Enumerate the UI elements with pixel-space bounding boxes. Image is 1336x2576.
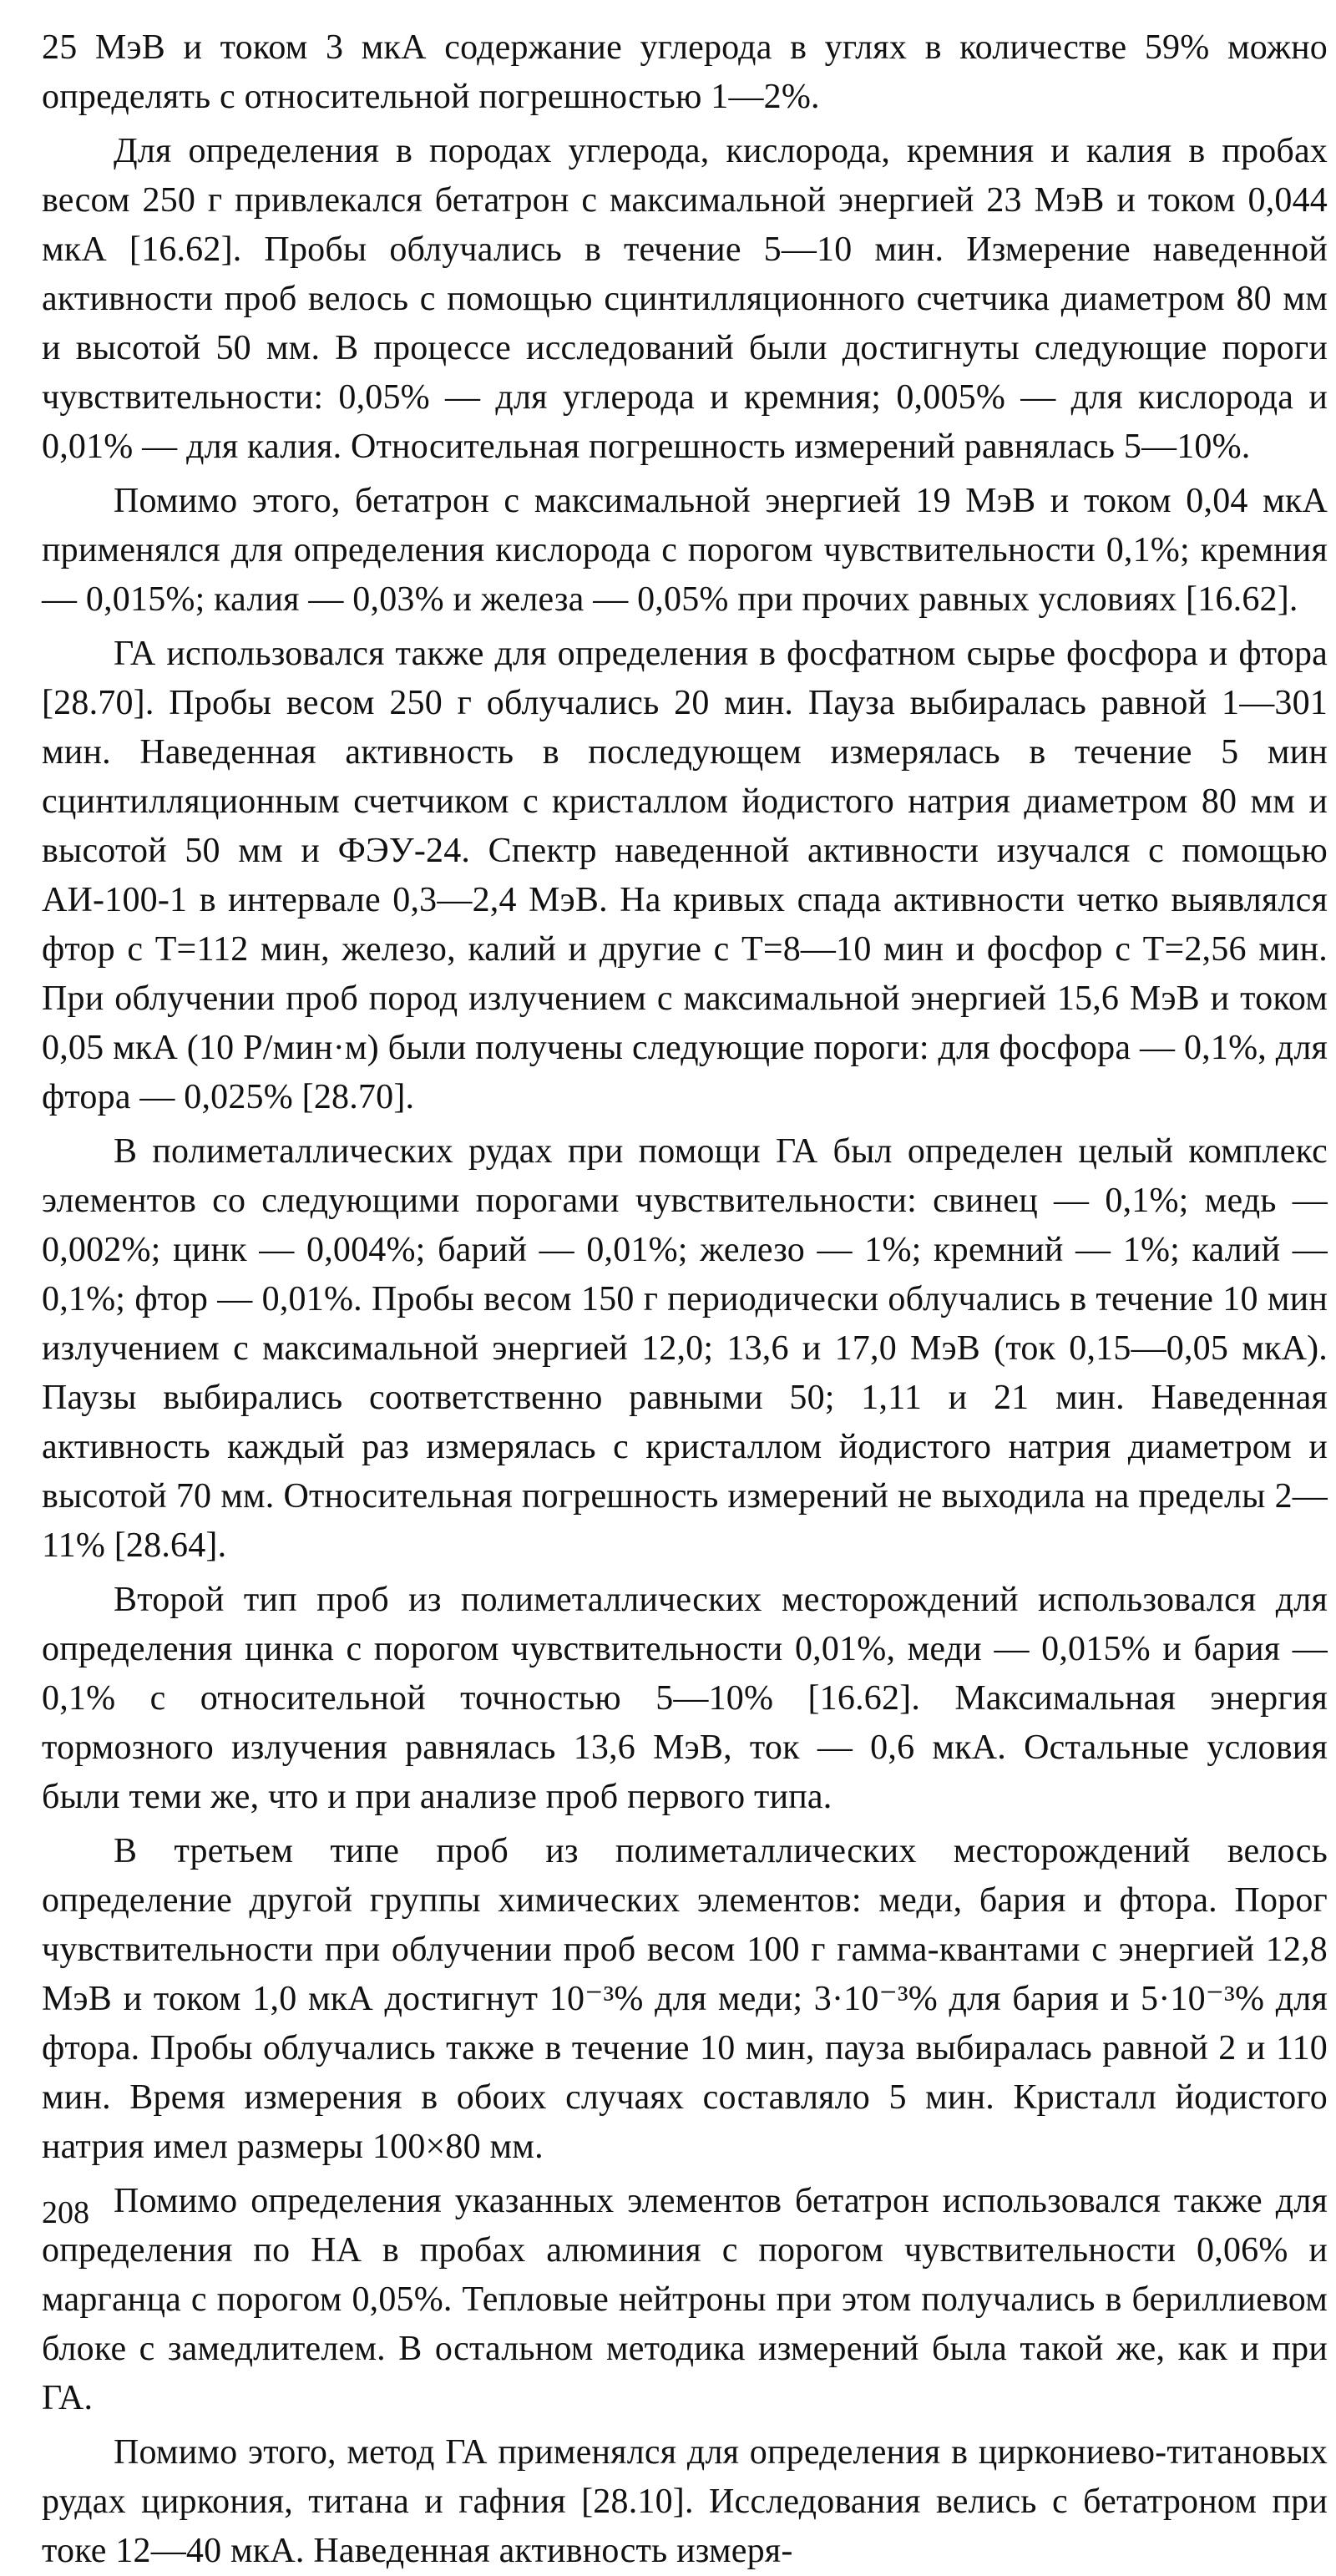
- paragraph-9: Помимо этого, метод ГА применялся для определения в циркониево-титановых рудах циркония, титана и гафния [28.10]. Исследования велись с бетатроном при токе 12—40 мкА. Наведенная активность измеря-: [42, 2433, 1328, 2570]
- page-number: 208: [42, 2195, 89, 2230]
- paragraph-7: В третьем типе проб из полиметаллических месторождений велось определение другой группы химических элементов: меди, бария и фтора. Порог чувствительности при облучении проб весом 100 г гамма-квантами с энергией 12,8 МэВ и током 1,0 мкА достигнут 10⁻³% для меди; 3·10⁻³% для бария и 5·10⁻³% для фтора. Пробы облучались также в течение 10 мин, пауза выбиралась равной 2 и 110 мин. Время измерения в обоих случаях составляло 5 мин. Кристалл йодистого натрия имел размеры 100×80 мм.: [42, 1832, 1328, 2166]
- paragraph-1: 25 МэВ и током 3 мкА содержание углерода в углях в количестве 59% можно определять с относительной погрешностью 1—2%.: [42, 28, 1328, 116]
- paragraph-2: Для определения в породах углерода, кислорода, кремния и калия в пробах весом 250 г привлекался бетатрон с максимальной энергией 23 МэВ и током 0,044 мкА [16.62]. Пробы облучались в течение 5—10 мин. Измерение наведенной активности проб велось с помощью сцинтилляционного счетчика диаметром 80 мм и высотой 50 мм. В процессе исследований были достигнуты следующие пороги чувствительности: 0,05% — для углерода и кремния; 0,005% — для кислорода и 0,01% — для калия. Относительная погрешность измерений равнялась 5—10%.: [42, 132, 1328, 466]
- paragraph-3: Помимо этого, бетатрон с максимальной энергией 19 МэВ и током 0,04 мкА применялся для определения кислорода с порогом чувствительности 0,1%; кремния — 0,015%; калия — 0,03% и железа — 0,05% при прочих равных условиях [16.62].: [42, 482, 1328, 619]
- paragraph-5: В полиметаллических рудах при помощи ГА был определен целый комплекс элементов со следующими порогами чувствительности: свинец — 0,1%; медь — 0,002%; цинк — 0,004%; барий — 0,01%; железо — 1%; кремний — 1%; калий — 0,1%; фтор — 0,01%. Пробы весом 150 г периодически облучались в течение 10 мин излучением с максимальной энергией 12,0; 13,6 и 17,0 МэВ (ток 0,15—0,05 мкА). Паузы выбирались соответственно равными 50; 1,11 и 21 мин. Наведенная активность каждый раз измерялась с кристаллом йодистого натрия диаметром и высотой 70 мм. Относительная погрешность измерений не выходила на пределы 2—11% [28.64].: [42, 1132, 1328, 1565]
- paragraph-8: Помимо определения указанных элементов бетатрон использовался также для определения по НА в пробах алюминия с порогом чувствительности 0,06% и марганца с порогом 0,05%. Тепловые нейтроны при этом получались в бериллиевом блоке с замедлителем. В остальном методика измерений была такой же, как и при ГА.: [42, 2182, 1328, 2417]
- paragraph-6: Второй тип проб из полиметаллических месторождений использовался для определения цинка с порогом чувствительности 0,01%, меди — 0,015% и бария — 0,1% с относительной точностью 5—10% [16.62]. Максимальная энергия тормозного излучения равнялась 13,6 МэВ, ток — 0,6 мкА. Остальные условия были теми же, что и при анализе проб первого типа.: [42, 1581, 1328, 1816]
- page-body: [42, 23, 1328, 2576]
- paragraph-4: ГА использовался также для определения в фосфатном сырье фосфора и фтора [28.70]. Пробы весом 250 г облучались 20 мин. Пауза выбиралась равной 1—301 мин. Наведенная активность в последующем измерялась в течение 5 мин сцинтилляционным счетчиком с кристаллом йодистого натрия диаметром 80 мм и высотой 50 мм и ФЭУ-24. Спектр наведенной активности изучался с помощью АИ-100-1 в интервале 0,3—2,4 МэВ. На кривых спада активности четко выявлялся фтор с T=112 мин, железо, калий и другие с T=8—10 мин и фосфор с T=2,56 мин. При облучении проб пород излучением с максимальной энергией 15,6 МэВ и током 0,05 мкА (10 Р/мин·м) были получены следующие пороги: для фосфора — 0,1%, для фтора — 0,025% [28.70].: [42, 635, 1328, 1116]
